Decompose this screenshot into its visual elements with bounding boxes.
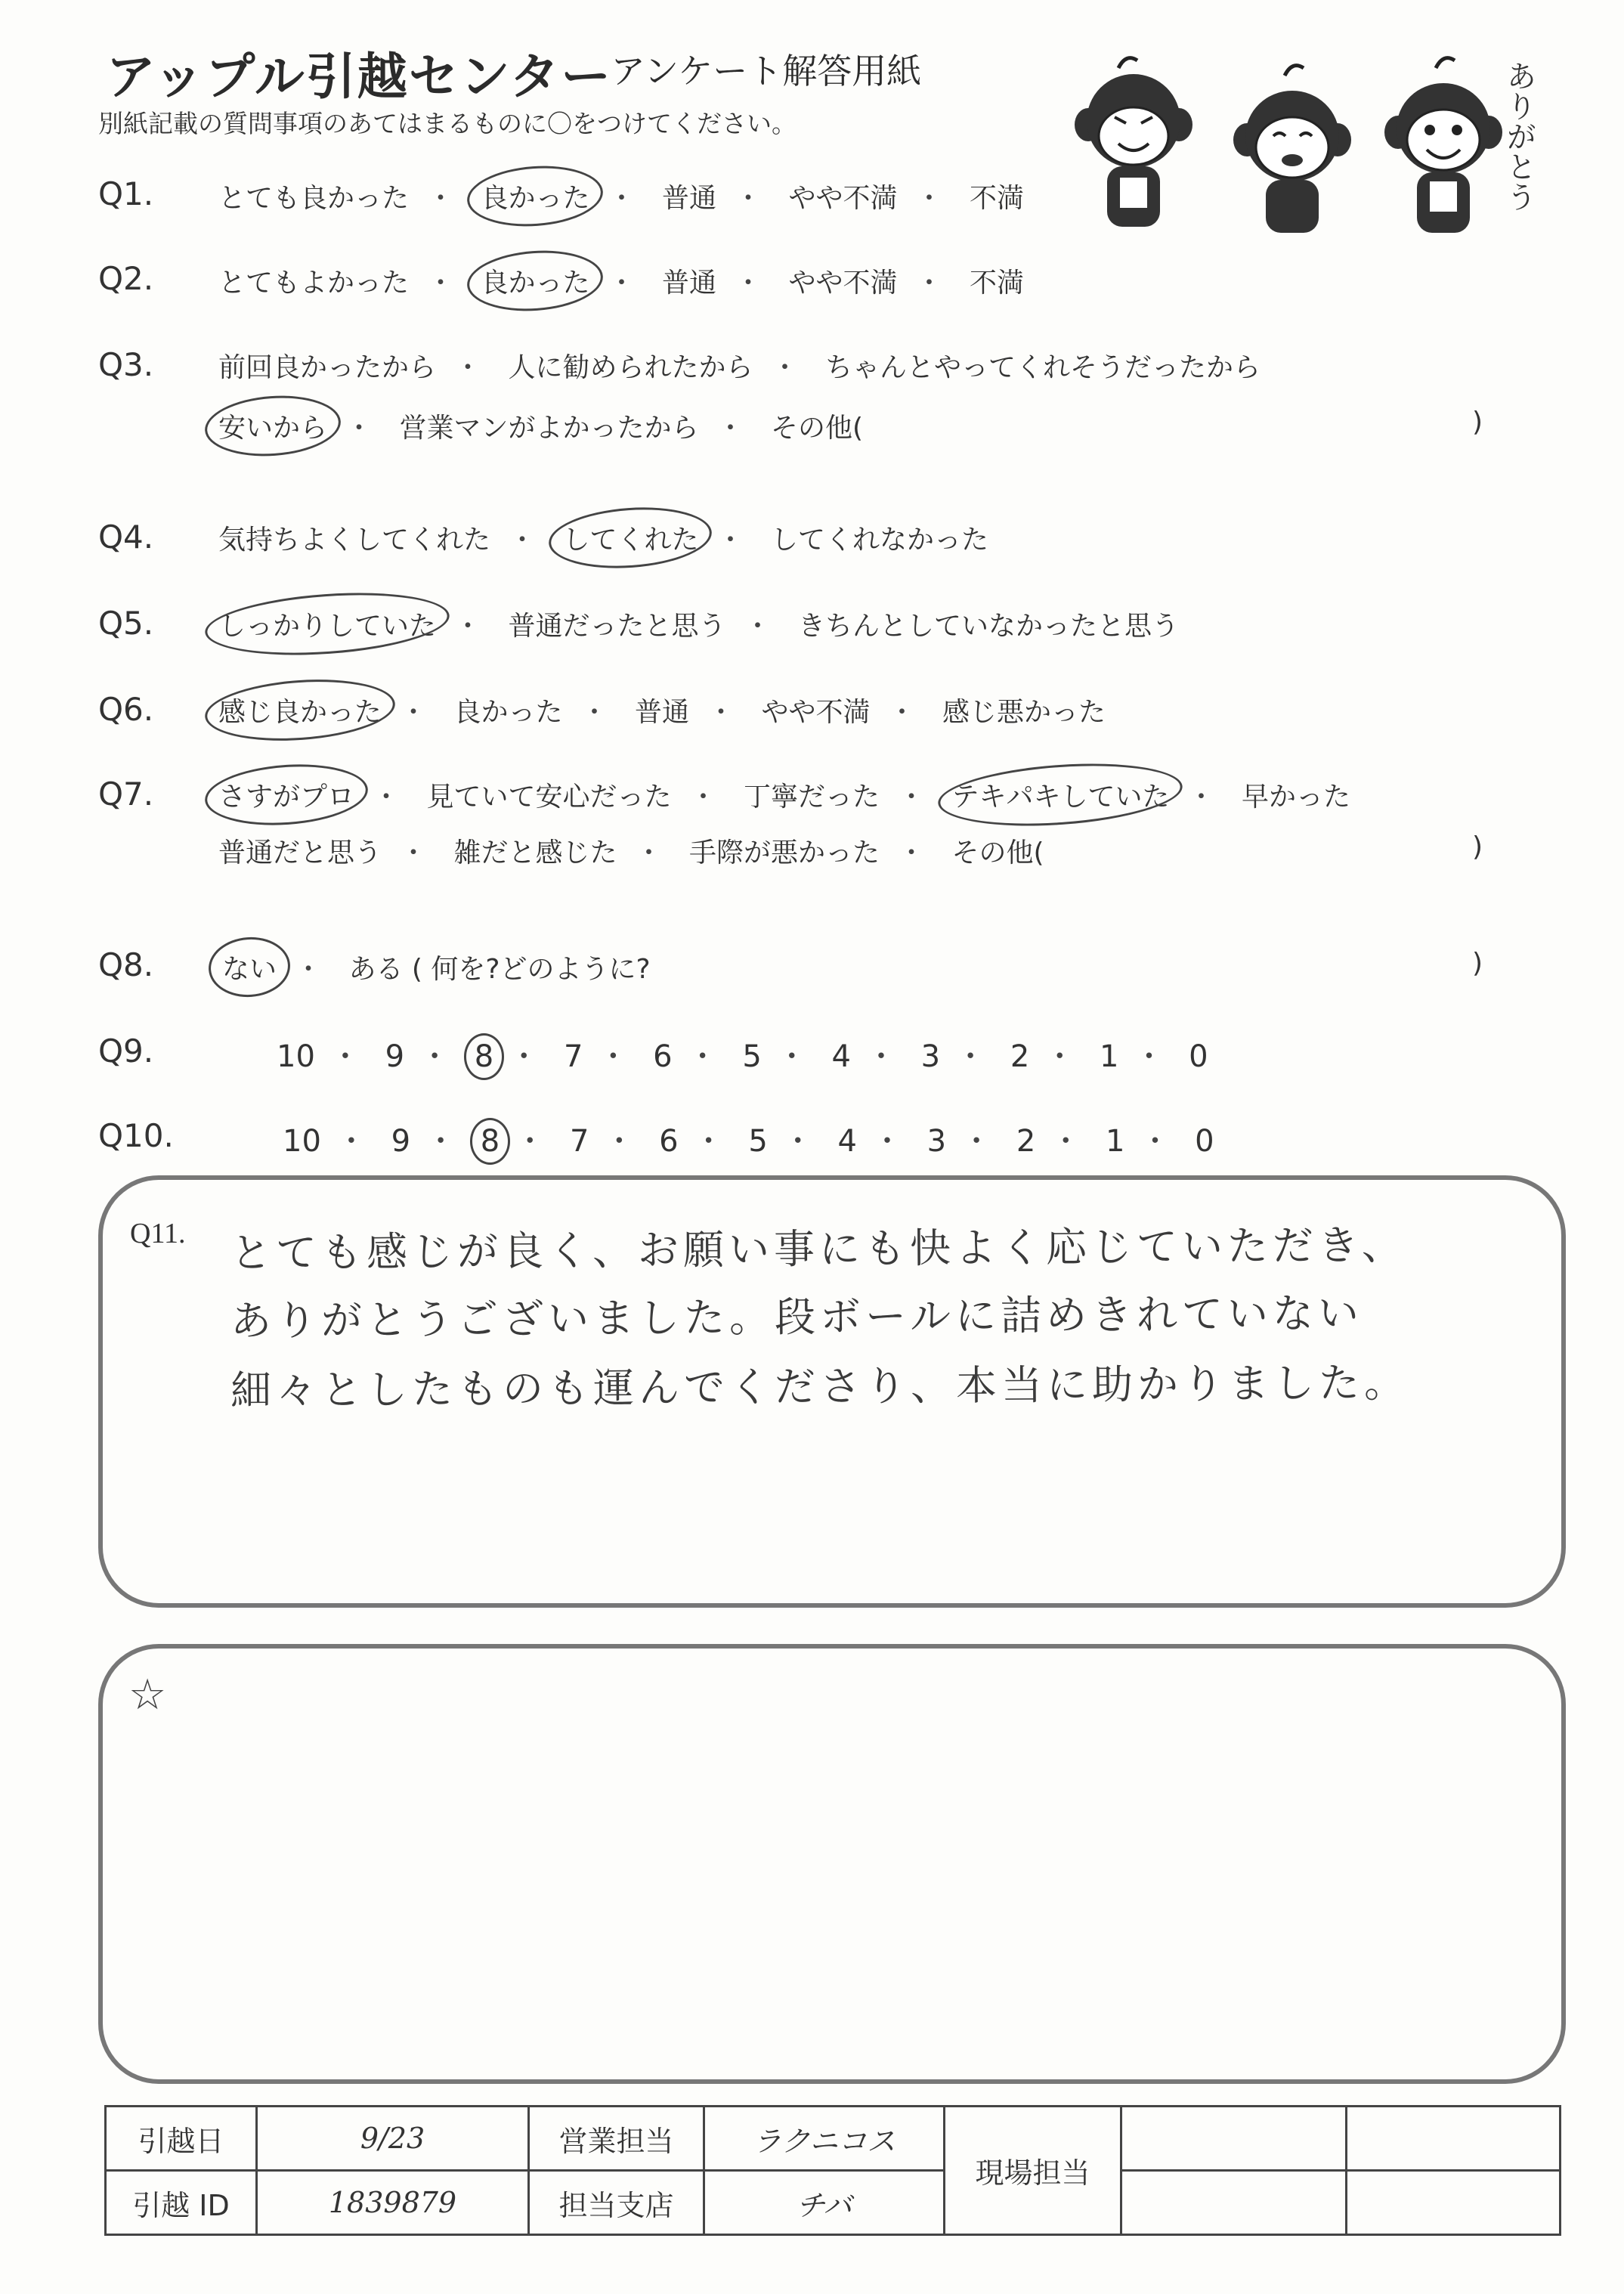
q1-options: とても良かった ・ 良かった ・ 普通 ・ やや不満 ・ 不満 [215,177,1027,215]
q3-options-line1: 前回良かったから ・ 人に勧められたから ・ ちゃんとやってくれそうだったから [215,346,1264,385]
q7-close-paren: ) [1472,831,1483,862]
free-comment-box[interactable] [98,1644,1566,2084]
q4-option-2-selected[interactable]: してくれた [559,519,701,557]
site-staff-cell-2[interactable] [1347,2107,1561,2171]
q7-option-8[interactable]: 手際が悪かった [688,837,880,868]
q1-option-4[interactable]: やや不満 [788,183,898,214]
form-title: アップル引越センター [106,48,613,106]
q8-close-paren: ) [1472,948,1483,979]
q10-score-2[interactable]: 2 [1016,1124,1036,1159]
q10-score-1[interactable]: 1 [1106,1124,1125,1159]
q9-score-6[interactable]: 6 [653,1039,673,1074]
q5-options: しっかりしていた ・ 普通だったと思う ・ きちんとしていなかったと思う [215,605,1182,643]
q1-option-5[interactable]: 不満 [969,183,1024,214]
q6-option-4[interactable]: やや不満 [761,697,871,728]
move-date-value[interactable]: 9/23 [257,2107,529,2171]
site-staff-cell-1[interactable] [1121,2107,1347,2171]
q11-comment-line-3: 細々としたものも運んでくださり、本当に助かりました。 [230,1358,1410,1415]
q8-options: ない ・ ある ( 何を?どのように? [219,948,654,986]
q11-comment-line-2: ありがとうございました。段ボールに詰めきれていない [230,1289,1364,1345]
sales-rep-value[interactable]: ラクニコス [704,2107,945,2171]
q6-option-2[interactable]: 良かった [453,697,563,728]
monkey-mascot-icon [1028,45,1557,242]
q2-option-5[interactable]: 不満 [969,268,1024,299]
q7-option-4-selected[interactable]: テキパキしていた [948,776,1172,814]
q9-score-10[interactable]: 10 [277,1039,315,1074]
site-staff-cell-3[interactable] [1121,2171,1347,2235]
q3-option-5[interactable]: 営業マンがよかったから [399,413,699,444]
q11-comment-line-1: とても感じが良く、お願い事にも快よく応じていただき、 [230,1221,1407,1277]
q9-score-8-selected[interactable]: 8 [472,1039,496,1074]
q10-score-8-selected[interactable]: 8 [478,1124,503,1159]
q10-score-9[interactable]: 9 [391,1124,411,1159]
move-date-label: 引越日 [106,2107,257,2171]
q5-option-1-selected[interactable]: しっかりしていた [215,605,439,643]
q9-score-2[interactable]: 2 [1010,1039,1030,1074]
move-id-label: 引越 ID [106,2171,257,2235]
q7-option-3[interactable]: 丁寧だった [743,782,880,813]
q10-label: Q10. [98,1117,174,1154]
q10-score-7[interactable]: 7 [569,1124,589,1159]
q7-option-1-selected[interactable]: さすがプロ [215,776,357,814]
footer-info-table [104,2105,1561,2236]
q1-label: Q1. [98,175,154,212]
q8-option-1-selected[interactable]: ない [219,948,280,986]
q10-score-4[interactable]: 4 [837,1124,857,1159]
q3-options-line2: 安いから ・ 営業マンがよかったから ・ その他( [215,407,866,445]
q10-score-5[interactable]: 5 [748,1124,768,1159]
q9-label: Q9. [98,1032,154,1070]
q7-option-6[interactable]: 普通だと思う [218,837,382,868]
q5-label: Q5. [98,605,154,642]
q2-options: とてもよかった ・ 良かった ・ 普通 ・ やや不満 ・ 不満 [215,262,1027,300]
q7-option-5[interactable]: 早かった [1241,782,1350,813]
site-staff-label: 現場担当 [945,2107,1121,2235]
q2-option-2-selected[interactable]: 良かった [478,262,592,300]
site-staff-cell-4[interactable] [1347,2171,1561,2235]
q6-option-5[interactable]: 感じ悪かった [942,697,1106,728]
q3-option-other[interactable]: その他( [770,413,864,444]
q8-label: Q8. [98,946,154,983]
q1-option-1[interactable]: とても良かった [218,183,410,214]
q6-label: Q6. [98,691,154,728]
q9-score-5[interactable]: 5 [742,1039,762,1074]
q2-option-4[interactable]: やや不満 [788,268,898,299]
star-icon: ☆ [128,1670,167,1720]
q8-option-2[interactable]: ある ( 何を?どのように? [348,954,651,985]
q6-option-3[interactable]: 普通 [634,697,689,728]
q10-score-0[interactable]: 0 [1195,1124,1214,1159]
mascot-caption: ありがとう [1502,60,1536,212]
q4-label: Q4. [98,519,154,556]
q10-score-10[interactable]: 10 [283,1124,321,1159]
q3-close-paren: ) [1472,407,1483,438]
q7-options-line2: 普通だと思う ・ 雑だと感じた ・ 手際が悪かった ・ その他( [215,831,1047,870]
branch-label: 担当支店 [529,2171,704,2235]
mascot-illustration [1028,45,1557,242]
q9-score-3[interactable]: 3 [920,1039,941,1074]
q2-label: Q2. [98,260,154,297]
move-id-value[interactable]: 1839879 [257,2171,529,2235]
q3-option-1[interactable]: 前回良かったから [218,352,437,383]
branch-value[interactable]: チバ [704,2171,945,2235]
q9-scale: 10 ・ 9 ・ 8 ・ 7 ・ 6 ・ 5 ・ 4 ・ 3 ・ 2 ・ 1 ・ 0 [274,1032,1211,1076]
q7-label: Q7. [98,776,154,813]
q9-score-1[interactable]: 1 [1100,1039,1119,1074]
q7-option-other[interactable]: その他( [951,837,1044,868]
q4-option-3[interactable]: してくれなかった [770,525,988,556]
q1-option-2-selected[interactable]: 良かった [478,177,592,215]
form-subtitle: アンケート解答用紙 [611,51,922,91]
q9-score-0[interactable]: 0 [1189,1039,1208,1074]
q2-option-3[interactable]: 普通 [661,268,716,299]
q6-option-1-selected[interactable]: 感じ良かった [215,691,385,729]
q4-options: 気持ちよくしてくれた ・ してくれた ・ してくれなかった [215,519,991,557]
q11-label: Q11. [130,1218,186,1249]
sales-rep-label: 営業担当 [529,2107,704,2171]
q9-score-4[interactable]: 4 [831,1039,851,1074]
q5-option-2[interactable]: 普通だったと思う [508,611,726,642]
q5-option-3[interactable]: きちんとしていなかったと思う [797,611,1179,642]
q10-score-3[interactable]: 3 [926,1124,947,1159]
q3-option-3[interactable]: ちゃんとやってくれそうだったから [824,352,1261,383]
q3-option-2[interactable]: 人に勧められたから [508,352,753,383]
q10-score-6[interactable]: 6 [659,1124,679,1159]
q9-score-9[interactable]: 9 [385,1039,405,1074]
q10-scale: 10 ・ 9 ・ 8 ・ 7 ・ 6 ・ 5 ・ 4 ・ 3 ・ 2 ・ 1 ・ 0 [280,1117,1217,1160]
instruction-text: 別紙記載の質問事項のあてはまるものに〇をつけてください。 [98,109,797,138]
q7-option-2[interactable]: 見ていて安心だった [426,782,672,813]
q3-option-4-selected[interactable]: 安いから [215,407,330,445]
q2-option-1[interactable]: とてもよかった [218,268,410,299]
q7-option-7[interactable]: 雑だと感じた [453,837,617,868]
q4-option-1[interactable]: 気持ちよくしてくれた [218,525,491,556]
q6-options: 感じ良かった ・ 良かった ・ 普通 ・ やや不満 ・ 感じ悪かった [215,691,1109,729]
q7-options-line1: さすがプロ ・ 見ていて安心だった ・ 丁寧だった ・ テキパキしていた ・ 早かった [215,776,1353,814]
q9-score-7[interactable]: 7 [563,1039,583,1074]
q1-option-3[interactable]: 普通 [661,183,716,214]
q3-label: Q3. [98,346,154,383]
